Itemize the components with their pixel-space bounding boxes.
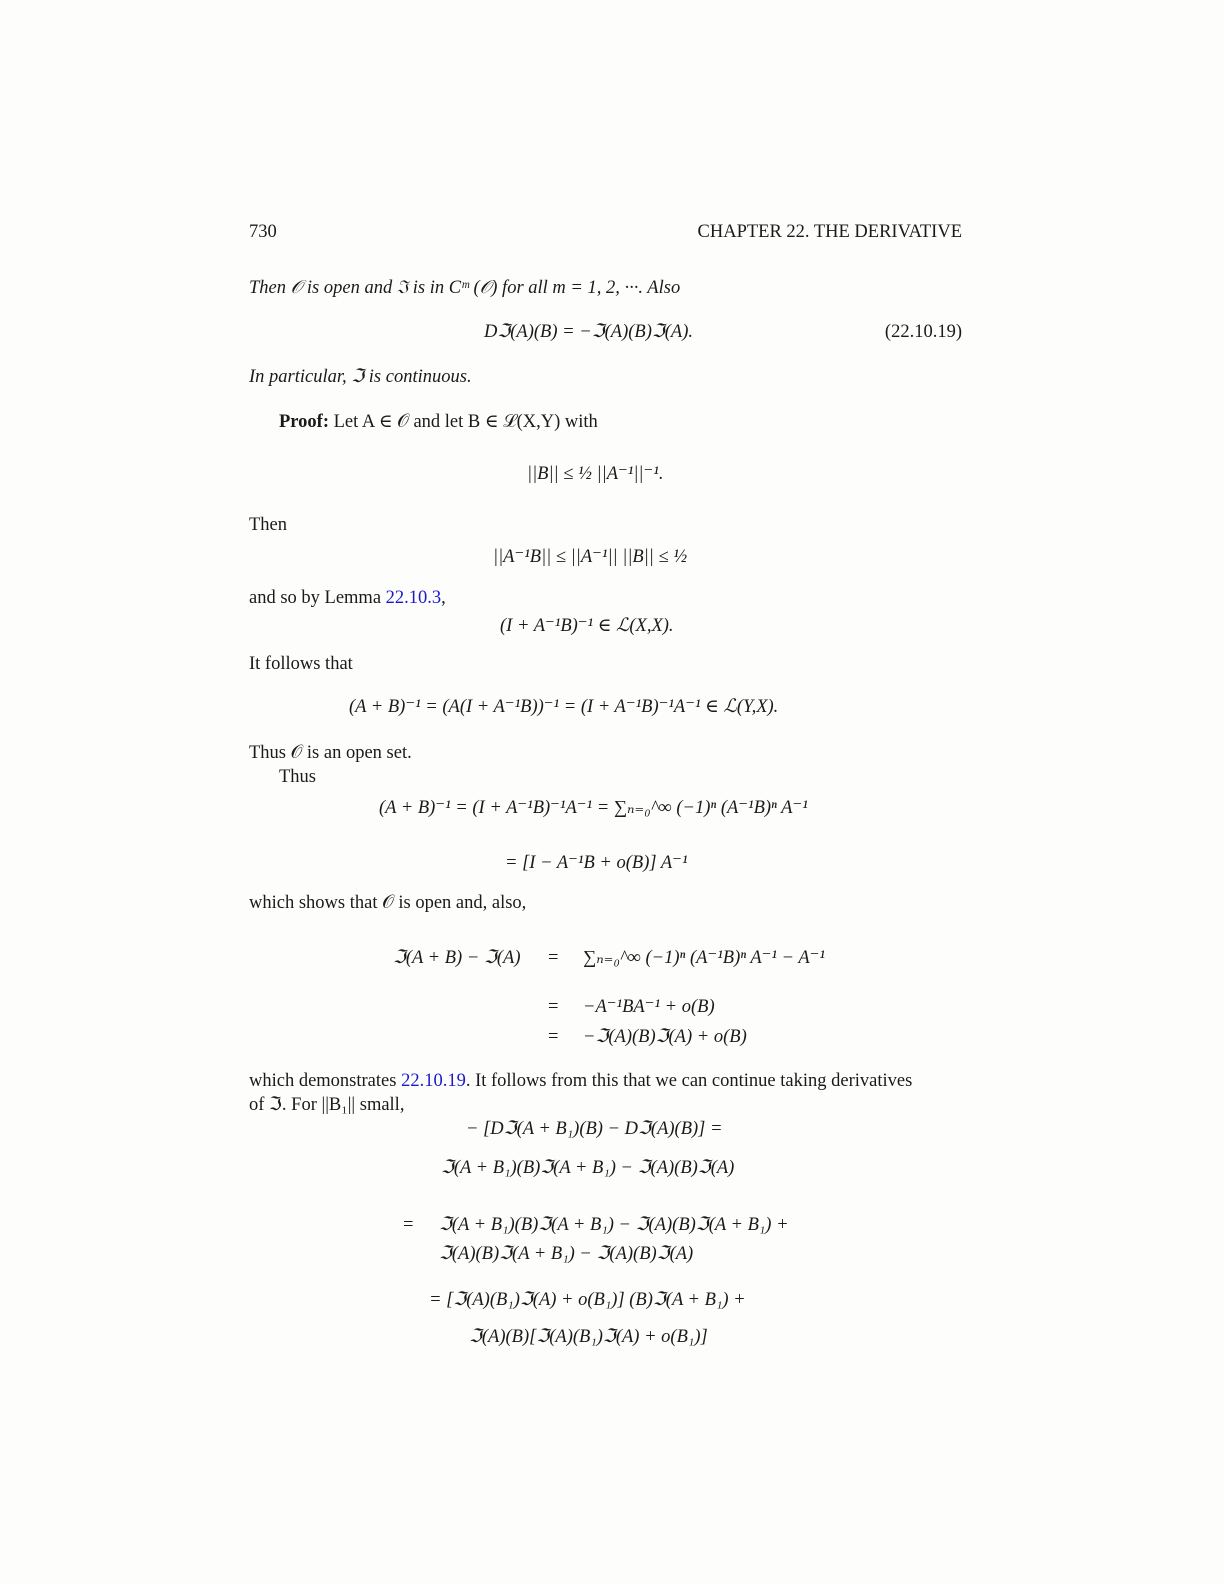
align-equals-4: =	[403, 1215, 414, 1235]
equation-inverse-sum: (A + B)⁻¹ = (A(I + A⁻¹B))⁻¹ = (I + A⁻¹B)⁻¹A⁻¹ ∈ ℒ(Y,X).	[349, 697, 779, 717]
theorem-conclusion: In particular, ℑ is continuous.	[249, 367, 472, 387]
equation-link[interactable]: 22.10.19	[401, 1071, 466, 1091]
running-header: CHAPTER 22. THE DERIVATIVE	[697, 222, 962, 242]
text-shows-open: which shows that 𝒪 is open and, also,	[249, 893, 527, 913]
align-rhs-3: −ℑ(A)(B)ℑ(A) + o(B)	[583, 1027, 747, 1047]
align-lhs: ℑ(A + B) − ℑ(A)	[393, 948, 521, 968]
equation-substitute-2: ℑ(A)(B)[ℑ(A)(B₁)ℑ(A) + o(B₁)]	[469, 1327, 708, 1347]
equation-derivative: Dℑ(A)(B) = −ℑ(A)(B)ℑ(A).	[484, 322, 694, 342]
proof-intro	[279, 410, 598, 434]
demonstrates-line-2: of ℑ. For ||B₁|| small,	[249, 1095, 405, 1115]
text-open-set: Thus 𝒪 is an open set.	[249, 743, 412, 763]
align-equals-3: =	[548, 1027, 559, 1047]
text-then: Then	[249, 515, 288, 535]
proof-intro-text: Let A ∈ 𝒪 and let B ∈ ℒ(X,Y) with	[329, 412, 598, 432]
lemma-prefix: and so by Lemma	[249, 588, 386, 608]
proof-label: Proof:	[279, 412, 329, 432]
equation-difference-expand: ℑ(A + B₁)(B)ℑ(A + B₁) − ℑ(A)(B)ℑ(A)	[441, 1158, 735, 1178]
equation-add-subtract-2: ℑ(A)(B)ℑ(A + B₁) − ℑ(A)(B)ℑ(A)	[439, 1244, 694, 1264]
demonstrates-sentence	[249, 1069, 912, 1093]
equation-derivative-difference: − [Dℑ(A + B₁)(B) − Dℑ(A)(B)] =	[466, 1119, 723, 1139]
lemma-link[interactable]: 22.10.3	[385, 588, 442, 608]
align-rhs-2: −A⁻¹BA⁻¹ + o(B)	[583, 997, 715, 1017]
text-thus: Thus	[279, 767, 316, 787]
theorem-statement-line: Then 𝒪 is open and ℑ is in Cᵐ (𝒪) for all m = 1, 2, ···. Also	[249, 278, 681, 298]
align-rhs-1: ∑ₙ₌₀^∞ (−1)ⁿ (A⁻¹B)ⁿ A⁻¹ − A⁻¹	[583, 948, 825, 968]
lemma-suffix: ,	[441, 588, 446, 608]
equation-substitute-1: = [ℑ(A)(B₁)ℑ(A) + o(B₁)] (B)ℑ(A + B₁) +	[429, 1290, 746, 1310]
equation-inverse-member: (I + A⁻¹B)⁻¹ ∈ ℒ(X,X).	[500, 616, 674, 636]
equation-number: (22.10.19)	[884, 322, 962, 342]
equation-neumann-approx: = [I − A⁻¹B + o(B)] A⁻¹	[505, 853, 688, 873]
demo-prefix: which demonstrates	[249, 1071, 402, 1091]
page-number: 730	[249, 222, 277, 242]
lemma-sentence	[249, 586, 446, 610]
align-equals-1: =	[548, 948, 559, 968]
text-it-follows: It follows that	[249, 654, 353, 674]
demo-suffix: . It follows from this that we can continue taking derivatives	[465, 1071, 913, 1091]
equation-neumann-series: (A + B)⁻¹ = (I + A⁻¹B)⁻¹A⁻¹ = ∑ₙ₌₀^∞ (−1)ⁿ (A⁻¹B)ⁿ A⁻¹	[379, 798, 808, 818]
equation-add-subtract-1: ℑ(A + B₁)(B)ℑ(A + B₁) − ℑ(A)(B)ℑ(A + B₁) +	[439, 1215, 789, 1235]
equation-norm-bound: ||B|| ≤ ½ ||A⁻¹||⁻¹.	[527, 464, 664, 484]
equation-product-bound: ||A⁻¹B|| ≤ ||A⁻¹|| ||B|| ≤ ½	[493, 547, 688, 567]
align-equals-2: =	[548, 997, 559, 1017]
